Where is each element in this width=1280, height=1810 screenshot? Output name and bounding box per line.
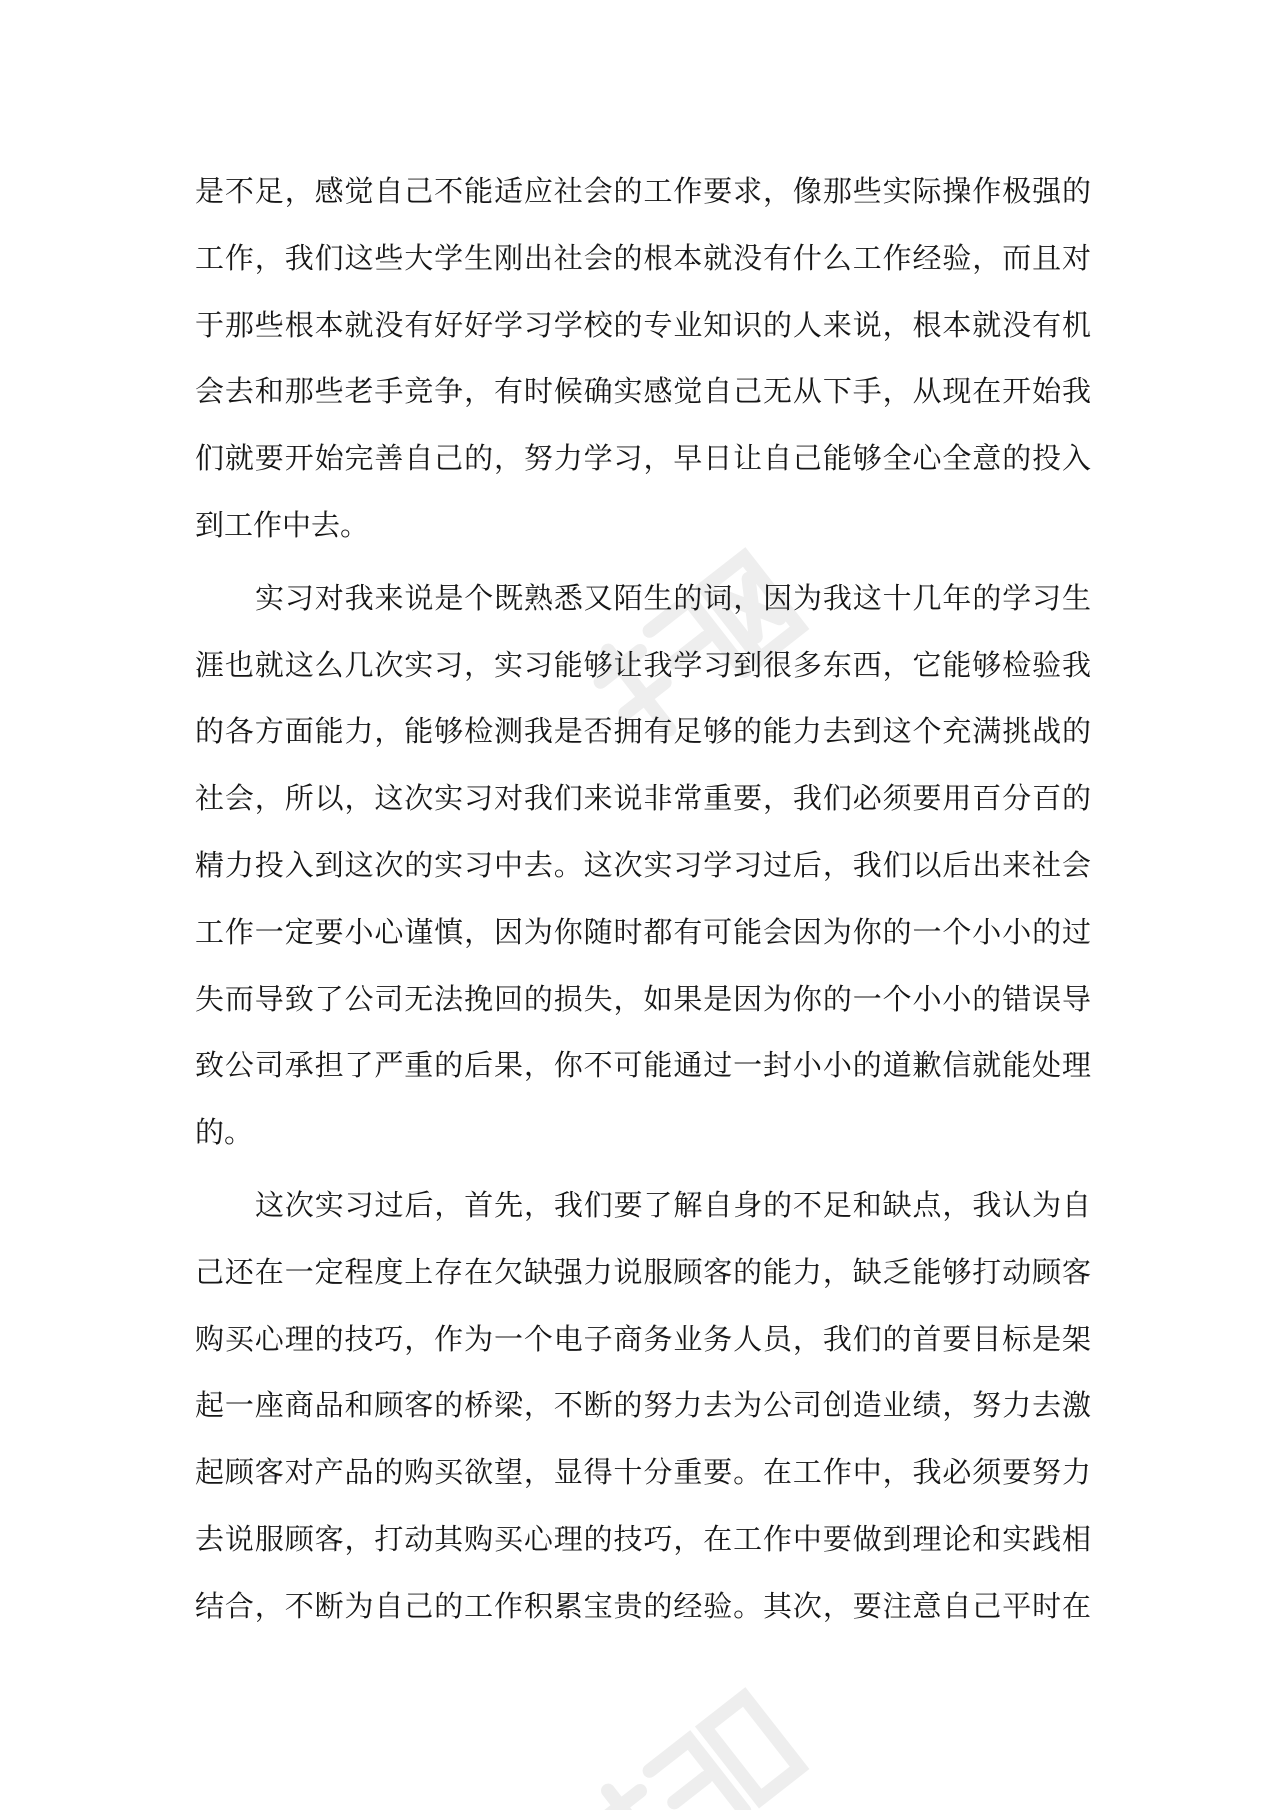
text-line: 这次实习过后，首先，我们要了解自身的不足和缺点，我认为自 (255, 1187, 1091, 1222)
text-line: 己还在一定程度上存在欠缺强力说服顾客的能力，缺乏能够打动顾客 (195, 1254, 1091, 1289)
document-body (195, 158, 1091, 1640)
text-line: 的各方面能力，能够检测我是否拥有足够的能力去到这个充满挑战的 (195, 714, 1091, 749)
text-line: 于那些根本就没有好好学习学校的专业知识的人来说，根本就没有机 (195, 307, 1091, 342)
text-line: 的。 (195, 1115, 254, 1150)
text-line: 失而导致了公司无法挽回的损失，如果是因为你的一个小小的错误导 (195, 981, 1091, 1016)
text-line: 涯也就这么几次实习，实习能够让我学习到很多东西，它能够检验我 (195, 647, 1091, 682)
text-line: 是不足，感觉自己不能适应社会的工作要求，像那些实际操作极强的 (195, 174, 1091, 208)
text-line: 购买心理的技巧，作为一个电子商务业务人员，我们的首要目标是架 (195, 1321, 1091, 1356)
watermark (560, 1640, 820, 1810)
text-line: 起一座商品和顾客的桥梁，不断的努力去为公司创造业绩，努力去激 (195, 1388, 1091, 1423)
text-line: 们就要开始完善自己的，努力学习，早日让自己能够全心全意的投入 (195, 441, 1091, 476)
text-line: 工作一定要小心谨慎，因为你随时都有可能会因为你的一个小小的过 (195, 914, 1091, 949)
text-line: 去说服顾客，打动其购买心理的技巧，在工作中要做到理论和实践相 (195, 1521, 1091, 1556)
text-line: 精力投入到这次的实习中去。这次实习学习过后，我们以后出来社会 (195, 847, 1091, 882)
text-line: 到工作中去。 (195, 507, 370, 542)
text-line: 社会，所以，这次实习对我们来说非常重要，我们必须要用百分百的 (195, 781, 1091, 816)
text-line: 实习对我来说是个既熟悉又陌生的词，因为我这十几年的学习生 (255, 580, 1091, 615)
text-line: 工作，我们这些大学生刚出社会的根本就没有什么工作经验，而且对 (195, 240, 1091, 275)
paragraph-2 (195, 565, 1091, 1166)
text-line: 致公司承担了严重的后果，你不可能通过一封小小的道歉信就能处理 (195, 1048, 1091, 1083)
paragraph-3 (195, 1172, 1091, 1640)
text-line: 会去和那些老手竞争，有时候确实感觉自己无从下手，从现在开始我 (195, 374, 1091, 409)
text-line: 结合，不断为自己的工作积累宝贵的经验。其次，要注意自己平时在 (195, 1588, 1091, 1623)
text-line: 起顾客对产品的购买欲望，显得十分重要。在工作中，我必须要努力 (195, 1455, 1091, 1490)
paragraph-1 (195, 158, 1091, 559)
